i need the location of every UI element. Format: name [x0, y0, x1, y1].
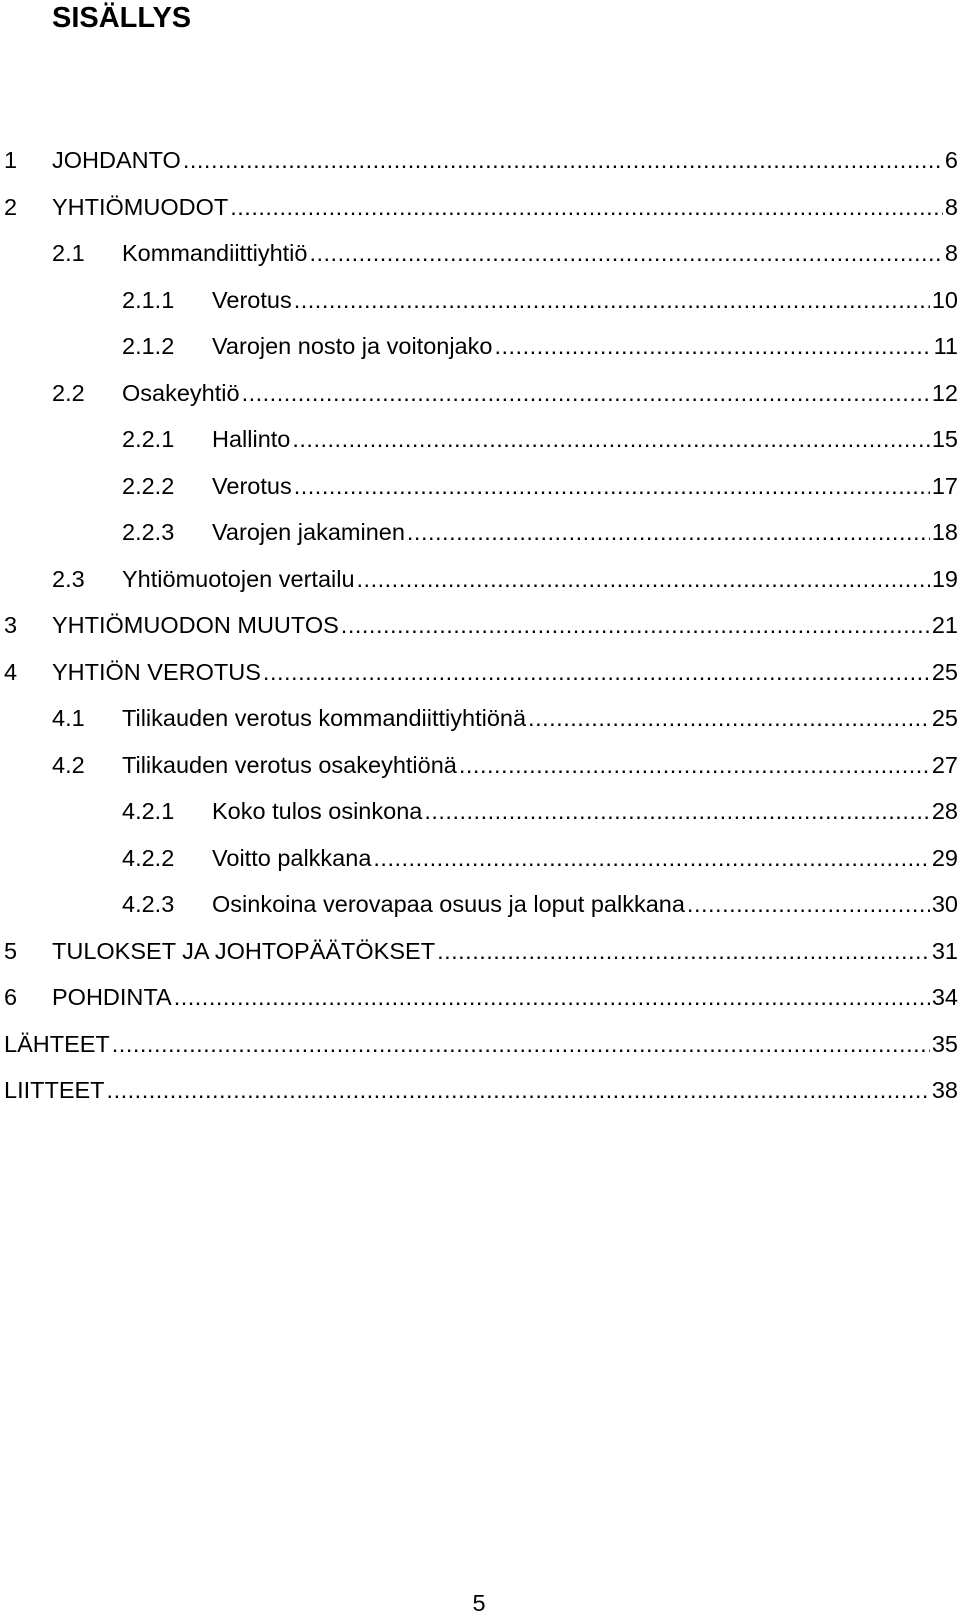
toc-entry-page: 34 — [931, 984, 958, 1010]
toc-entry[interactable] — [0, 655, 958, 702]
toc-entry-title: LIITTEET — [4, 1073, 105, 1107]
toc-entry[interactable] — [0, 748, 958, 795]
toc-entry-line — [122, 748, 958, 782]
toc-entry-page: 18 — [931, 519, 958, 545]
toc-entry-title: Verotus — [212, 469, 292, 503]
toc-entry-title: Kommandiittiyhtiö — [122, 236, 307, 270]
toc-entry-title: Verotus — [212, 283, 292, 317]
toc-entry-number: 4 — [4, 658, 18, 685]
toc-entry-page: 6 — [944, 147, 958, 173]
toc-dot-leader — [437, 934, 930, 968]
toc-entry[interactable] — [0, 701, 958, 748]
toc-dot-leader — [341, 608, 930, 642]
toc-entry-line — [212, 329, 958, 363]
toc-entry-line — [212, 283, 958, 317]
toc-entry-number: 2.3 — [52, 565, 85, 592]
toc-entry-number: 2.1 — [52, 240, 85, 266]
toc-dot-leader — [183, 143, 943, 177]
toc-entry-number: 4.2 — [52, 751, 85, 778]
toc-entry-title: YHTIÖMUODOT — [52, 190, 228, 224]
toc-entry[interactable] — [0, 515, 958, 562]
toc-entry[interactable] — [0, 934, 958, 981]
toc-entry-line — [4, 1027, 958, 1061]
toc-entry-number: 5 — [4, 937, 18, 964]
toc-entry-line — [122, 376, 958, 410]
toc-entry[interactable] — [0, 283, 958, 330]
toc-dot-leader — [112, 1027, 930, 1061]
toc-entry-number: 4.1 — [52, 705, 85, 731]
toc-entry-title: POHDINTA — [52, 980, 172, 1014]
toc-entry-title: Yhtiömuotojen vertailu — [122, 562, 355, 596]
toc-entry-page: 28 — [931, 798, 958, 824]
toc-heading: SISÄLLYS — [52, 2, 192, 34]
toc-entry[interactable] — [0, 841, 958, 888]
toc-entry-page: 15 — [931, 426, 958, 452]
page-number: 5 — [472, 1590, 486, 1616]
toc-entry-page: 25 — [931, 658, 958, 685]
toc-dot-leader — [107, 1073, 930, 1107]
toc-entry-title: Osinkoina verovapaa osuus ja loput palkkana — [212, 887, 685, 921]
toc-entry-title: Hallinto — [212, 422, 290, 456]
toc-entry-line — [4, 1073, 958, 1107]
toc-entry-line — [52, 980, 958, 1014]
toc-entry-page: 31 — [931, 937, 958, 964]
toc-entry-number: 1 — [4, 147, 18, 173]
toc-entry-page: 38 — [931, 1077, 958, 1103]
toc-entry[interactable] — [0, 562, 958, 609]
toc-entry-page: 21 — [931, 612, 958, 638]
toc-entry[interactable] — [0, 376, 958, 423]
toc-entry-number: 2.2.1 — [122, 426, 175, 452]
toc-entry[interactable] — [0, 143, 958, 190]
toc-dot-leader — [424, 794, 930, 828]
toc-entry[interactable] — [0, 469, 958, 516]
toc-dot-leader — [294, 469, 930, 503]
toc-entry-number: 2.2.3 — [122, 519, 175, 545]
toc-dot-leader — [373, 841, 929, 875]
toc-entry-line — [122, 701, 958, 735]
toc-entry-title: Varojen jakaminen — [212, 515, 405, 549]
toc-entry-title: Tilikauden verotus kommandiittiyhtiönä — [122, 701, 526, 735]
toc-entry-page: 27 — [931, 751, 958, 778]
toc-dot-leader — [230, 190, 943, 224]
toc-entry-number: 4.2.3 — [122, 891, 175, 917]
toc-entry-page: 8 — [944, 193, 958, 220]
toc-dot-leader — [494, 329, 931, 363]
toc-entry-page: 12 — [931, 379, 958, 406]
toc-entry-page: 10 — [931, 286, 958, 313]
toc-entry-line — [212, 841, 958, 875]
toc-entry-number: 2.2.2 — [122, 472, 175, 499]
toc-entry-line — [212, 794, 958, 828]
toc-dot-leader — [687, 887, 930, 921]
toc-entry-page: 25 — [931, 705, 958, 731]
toc-dot-leader — [174, 980, 930, 1014]
toc-entry-line — [52, 655, 958, 689]
toc-dot-leader — [407, 515, 930, 549]
toc-entry-page: 30 — [931, 891, 958, 917]
toc-dot-leader — [263, 655, 930, 689]
toc-entry-line — [212, 469, 958, 503]
toc-entry-page: 19 — [931, 565, 958, 592]
toc-entry-line — [212, 887, 958, 921]
toc-dot-leader — [242, 376, 930, 410]
toc-entry-title: Koko tulos osinkona — [212, 794, 422, 828]
toc-entry-line — [122, 562, 958, 596]
toc-entry-title: Osakeyhtiö — [122, 376, 240, 410]
toc-entry-number: 2 — [4, 193, 18, 220]
toc-entry[interactable] — [0, 887, 958, 934]
toc-entry-number: 4.2.2 — [122, 844, 175, 871]
toc-dot-leader — [294, 283, 930, 317]
toc-entry-page: 17 — [931, 472, 958, 499]
toc-entry-line — [212, 422, 958, 456]
toc-entry-line — [52, 190, 958, 224]
toc-dot-leader — [528, 701, 930, 735]
toc-entry-number: 4.2.1 — [122, 798, 175, 824]
toc-dot-leader — [357, 562, 930, 596]
toc-entry-number: 2.2 — [52, 379, 85, 406]
toc-entry-title: Voitto palkkana — [212, 841, 371, 875]
toc-entry-title: LÄHTEET — [4, 1027, 110, 1061]
toc-dot-leader — [459, 748, 930, 782]
toc-dot-leader — [309, 236, 942, 270]
toc-entry[interactable] — [0, 980, 958, 1027]
toc-entry[interactable] — [0, 329, 958, 376]
toc-entry-title: TULOKSET JA JOHTOPÄÄTÖKSET — [52, 934, 435, 968]
toc-entry[interactable] — [0, 1073, 958, 1120]
toc-entry-page: 8 — [944, 240, 958, 266]
toc-dot-leader — [292, 422, 929, 456]
toc-entry-page: 11 — [933, 333, 958, 359]
toc-entry-line — [52, 143, 958, 177]
toc-entry-number: 2.1.2 — [122, 333, 175, 359]
table-of-contents — [0, 143, 958, 1120]
toc-entry-line — [122, 236, 958, 270]
toc-entry-line — [52, 934, 958, 968]
toc-entry-page: 29 — [931, 844, 958, 871]
toc-entry[interactable] — [0, 190, 958, 237]
toc-entry-title: YHTIÖN VEROTUS — [52, 655, 261, 689]
toc-entry-title: Varojen nosto ja voitonjako — [212, 329, 492, 363]
toc-entry[interactable] — [0, 608, 958, 655]
toc-entry-page: 35 — [931, 1030, 958, 1057]
toc-entry-number: 2.1.1 — [122, 286, 175, 313]
toc-entry[interactable] — [0, 794, 958, 841]
toc-entry-line — [52, 608, 958, 642]
toc-entry[interactable] — [0, 422, 958, 469]
toc-entry-number: 3 — [4, 612, 18, 638]
toc-entry-title: JOHDANTO — [52, 143, 181, 177]
toc-entry[interactable] — [0, 1027, 958, 1074]
toc-entry-line — [212, 515, 958, 549]
toc-entry-number: 6 — [4, 984, 18, 1010]
toc-entry[interactable] — [0, 236, 958, 283]
toc-entry-title: Tilikauden verotus osakeyhtiönä — [122, 748, 457, 782]
toc-entry-title: YHTIÖMUODON MUUTOS — [52, 608, 339, 642]
